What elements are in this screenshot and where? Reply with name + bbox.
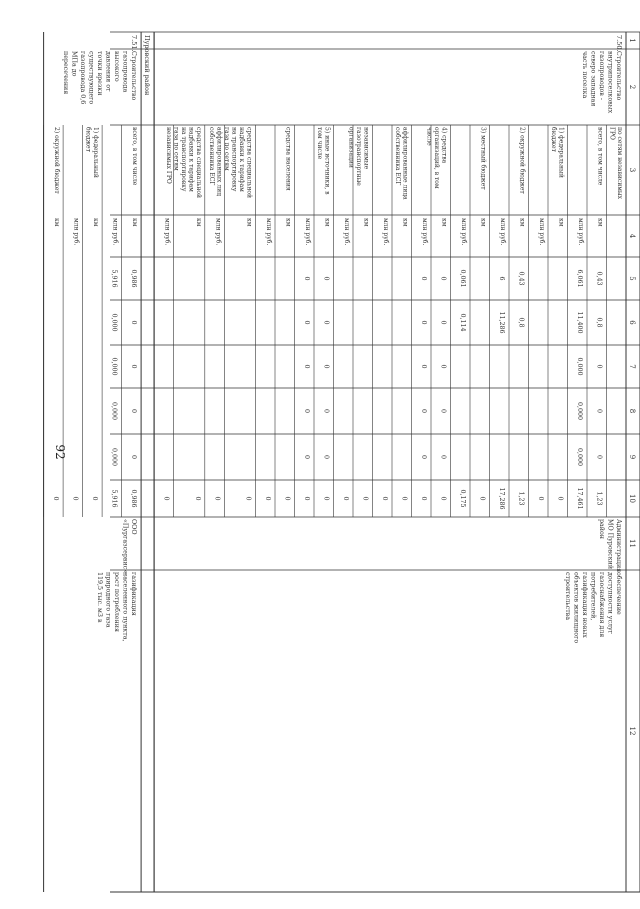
funding-source: бюджет [84,127,92,152]
value-cell: 0,8 [517,317,525,328]
project-name: пересечения [62,51,70,95]
funding-source: средства специальной [245,127,253,199]
value-cell: 0,000 [576,401,583,421]
value-cell: 0,000 [576,357,583,376]
value-cell: 17,286 [498,487,505,510]
project-name: Строительство [130,51,138,101]
value-cell: 0 [193,496,201,501]
funding-source: 1) федеральный [557,127,565,178]
value-cell: 0 [303,364,310,369]
unit-label: млн руб. [304,218,311,246]
unit-label: км [92,218,100,227]
value-cell: 0 [322,496,330,501]
value-cell: 0,000 [576,447,583,467]
unit-label: км [518,218,526,227]
value-cell: 0 [322,408,330,414]
project-name: точки врезки [96,51,104,96]
value-cell: 0 [595,364,603,369]
value-cell: 0 [303,276,310,281]
value-cell: 0,43 [595,271,603,286]
column-header: 3 [628,167,636,173]
expected-result: газификация [130,572,138,616]
value-cell: 0 [322,454,330,460]
funding-source: на транспортировку [230,127,238,192]
funding-source: собственника ЕСГ [394,127,401,186]
expected-result: 119,5 тыс. м3 в [96,572,104,623]
expected-result: газоснабжения для [598,572,605,638]
unit-label: млн руб. [214,218,222,246]
funding-source: газа по сетям [172,127,180,171]
executor-name: ООО [130,519,138,535]
unit-label: км [479,218,487,227]
value-cell: 0 [439,320,447,325]
unit-label: млн руб. [163,218,171,246]
project-name: газопровода 0,6 [79,51,87,105]
executor-name: Администрация [615,519,622,573]
table-frame [44,32,640,892]
funding-source: 5) иные источники, в [323,127,331,195]
value-cell: 0 [361,496,369,501]
value-cell: 0 [556,496,564,501]
value-cell: 0 [439,276,447,281]
value-cell: 0,000 [110,357,118,376]
value-cell: 0 [420,454,427,460]
unit-label: км [53,218,61,227]
unit-label: км [131,218,139,227]
funding-source: газотранспортные [355,127,362,186]
value-cell: 0 [303,320,310,325]
value-cell: 0 [213,496,221,501]
unit-label: км [284,218,292,227]
value-cell: 0 [91,496,99,501]
funding-source: бюджет [550,127,557,152]
value-cell: 0 [244,496,252,501]
value-cell: 11,400 [576,311,583,334]
funding-source: всего, в том числе [131,127,139,186]
funding-source: собственника ЕСГ [208,127,215,186]
executor-name: МО Пуровский [606,519,614,570]
value-cell: 0 [420,408,427,414]
column-header: 1 [628,38,636,43]
value-cell: 0 [322,364,330,369]
funding-source: 4) средства [440,127,448,164]
unit-label: км [245,218,253,227]
column-header: 6 [628,320,636,325]
funding-source: независимых ГРО [164,127,172,184]
funding-source: надбавки к тарифам [238,127,245,192]
project-name: высокого [113,51,121,82]
value-cell: 0,986 [130,489,138,508]
column-header: 2 [628,84,636,90]
unit-label: млн руб. [460,218,467,246]
unit-label: км [596,218,604,227]
funding-source: организации [347,127,355,168]
funding-source: газа по сетям [223,127,230,171]
unit-label: км [557,218,565,227]
funding-source: числе [425,127,433,146]
value-cell: 1,23 [517,491,525,506]
value-cell: 1,23 [595,491,603,506]
project-name: часть поселка [581,51,588,99]
value-cell: 0 [439,454,447,460]
value-cell: 0 [52,496,60,501]
expected-result: доступности услуг [606,572,614,635]
column-header: 5 [628,276,636,281]
value-cell: 0 [264,496,271,501]
expected-result: потребителей, [589,572,597,621]
value-cell: 0 [595,408,603,414]
funding-source: надбавки к тарифам [187,127,195,192]
funding-source: по сетям независимых [616,127,623,200]
column-header: 7 [628,364,636,369]
row-number: 7.50. [615,35,623,52]
expected-result: обеспечение [615,572,622,615]
row-number: 7.51. [130,35,139,52]
value-cell: 11,286 [498,311,505,334]
column-header: 12 [628,726,636,736]
value-cell: 0 [439,364,447,369]
project-name: существующего [87,51,95,105]
value-cell: 0 [162,496,170,501]
funding-source: средства специальной [194,127,202,199]
unit-label: млн руб. [111,218,119,246]
unit-label: млн руб. [499,218,506,246]
column-header: 4 [628,233,636,239]
value-cell: 0 [71,496,79,501]
value-cell: 0 [420,364,427,369]
unit-label: км [194,218,202,227]
funding-source: всего, в том числе [596,127,604,186]
column-header: 11 [628,539,636,548]
project-name: северо западная [589,51,597,107]
column-header: 8 [628,408,636,414]
value-cell: 0 [303,454,310,460]
expected-result: объектов жилищного [572,572,580,644]
value-cell: 0 [130,454,138,460]
project-name: газопровода [121,51,129,93]
unit-label: млн руб. [577,218,584,246]
value-cell: 6,061 [576,269,583,288]
value-cell: 0 [595,454,603,460]
value-cell: 0 [420,276,427,281]
funding-source: 2) окружной бюджет [53,127,61,194]
funding-source: средства населения [284,127,292,191]
executor-name: район [598,519,605,539]
value-cell: 0 [400,496,408,501]
unit-label: км [401,218,409,227]
funding-source: ГРО [608,127,616,140]
value-cell: 0,43 [517,271,525,286]
value-cell: 0 [303,496,310,501]
expected-result: рост потребления [113,572,121,632]
project-name: МПа до [70,51,78,77]
funding-source: организаций, в том [433,127,440,189]
value-cell: 0 [420,320,427,325]
unit-label: млн руб. [421,218,428,246]
funding-source: на транспортировку [179,127,187,192]
value-cell: 0,061 [459,269,466,288]
value-cell: 0 [342,496,349,501]
project-name: Строительство [615,51,622,101]
funding-source: независимые [362,127,370,170]
unit-label: км [440,218,448,227]
value-cell: 0,8 [595,317,603,328]
unit-label: млн руб. [382,218,389,246]
value-cell: 5,916 [110,489,118,508]
executor-name: «Пургазсервис» [121,519,129,573]
project-name: давления от [104,51,112,92]
funding-source: том числе [316,127,323,160]
project-name: газопроводов - [598,51,605,100]
value-cell: 6 [498,276,505,281]
unit-label: млн руб. [72,218,80,246]
funding-source: аффилированных лиц [215,127,223,196]
district-label: Пуровский район [143,35,152,96]
value-cell: 0 [420,496,427,501]
value-cell: 17,461 [576,487,583,510]
value-cell: 0 [130,320,138,325]
unit-label: млн руб. [265,218,272,246]
unit-label: км [362,218,370,227]
value-cell: 0,986 [130,269,138,288]
project-name: внутрипоселковых [606,51,614,114]
expected-result: газификация новых [581,572,588,638]
value-cell: 0 [322,276,330,281]
expected-result: природного газа [104,572,112,628]
expected-result: населенного пункта, [121,572,129,642]
funding-source: 1) федеральный [92,127,100,178]
expected-result: строительства [564,572,571,620]
value-cell: 0,000 [110,401,118,421]
value-cell: 0 [478,496,486,501]
value-cell: 0 [283,496,291,501]
value-cell: 0,114 [459,313,466,332]
unit-label: км [323,218,331,227]
value-cell: 0 [439,496,447,501]
value-cell: 0,000 [110,447,118,467]
value-cell: 0 [381,496,388,501]
page-number: 92 [53,444,67,460]
value-cell: 0,175 [459,489,466,508]
unit-label: млн руб. [538,218,545,246]
value-cell: 0 [322,320,330,325]
value-cell: 0 [303,408,310,414]
funding-source: 3) местный бюджет [479,127,487,190]
column-header: 10 [628,494,636,503]
unit-label: млн руб. [343,218,350,246]
value-cell: 0 [537,496,544,501]
funding-source: 2) окружной бюджет [518,127,526,194]
value-cell: 0 [130,408,138,414]
value-cell: 5,916 [110,269,118,288]
value-cell: 0 [130,364,138,369]
value-cell: 0 [439,408,447,414]
value-cell: 0,000 [110,313,118,332]
funding-source: аффилированные лица [401,127,409,200]
column-header: 9 [628,454,636,460]
